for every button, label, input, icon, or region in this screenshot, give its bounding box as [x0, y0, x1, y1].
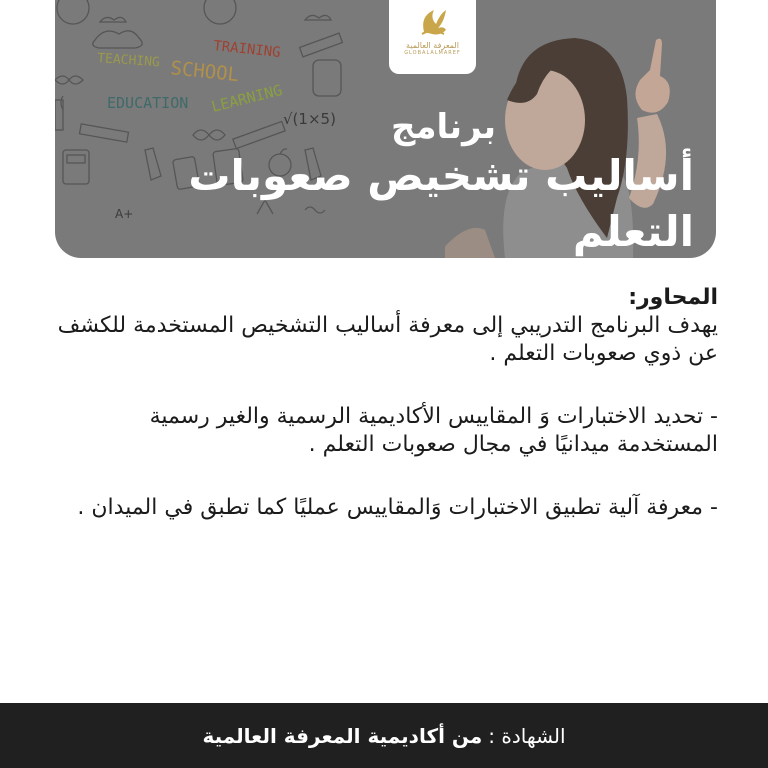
program-description	[52, 284, 718, 522]
program-title-line-2: أساليب تشخيص صعوبات التعلم	[188, 151, 694, 256]
certificate-label: الشهادة :	[488, 723, 566, 748]
certificate-footer	[0, 703, 768, 768]
feather-book-logo-icon	[416, 6, 450, 40]
doodle-word-training: TRAINING	[212, 38, 282, 62]
topic-point-1: - تحديد الاختبارات وَ المقاييس الأكاديمية الرسمية والغير رسمية المستخدمة ميدانيًا في مجال صعوبات التعلم .	[149, 404, 718, 457]
doodle-math-root: √(1×5)	[283, 110, 336, 128]
certificate-issuer: من أكاديمية المعرفة العالمية	[202, 723, 483, 748]
program-title	[55, 106, 694, 258]
topic-point-2: - معرفة آلية تطبيق الاختبارات وَالمقاييس عمليًا كما تطبق في الميدان .	[77, 495, 718, 520]
doodle-a-plus: A+	[115, 207, 134, 221]
doodle-word-education: EDUCATION	[107, 94, 189, 112]
hero-banner	[55, 0, 716, 258]
academy-logo	[389, 0, 476, 74]
program-title-line-1: برنامج	[390, 107, 496, 147]
logo-arabic-name: المعرفة العالمية	[406, 41, 459, 50]
doodle-word-teaching: TEACHING	[96, 51, 161, 71]
topics-heading: المحاور:	[628, 285, 718, 310]
logo-latin-name: GLOBALALMAREF	[404, 50, 461, 56]
program-intro: يهدف البرنامج التدريبي إلى معرفة أساليب التشخيص المستخدمة للكشف عن ذوي صعوبات التعلم .	[57, 313, 718, 366]
doodle-word-learning: LEARNING	[209, 80, 285, 116]
doodle-word-school: SCHOOL	[169, 57, 241, 87]
